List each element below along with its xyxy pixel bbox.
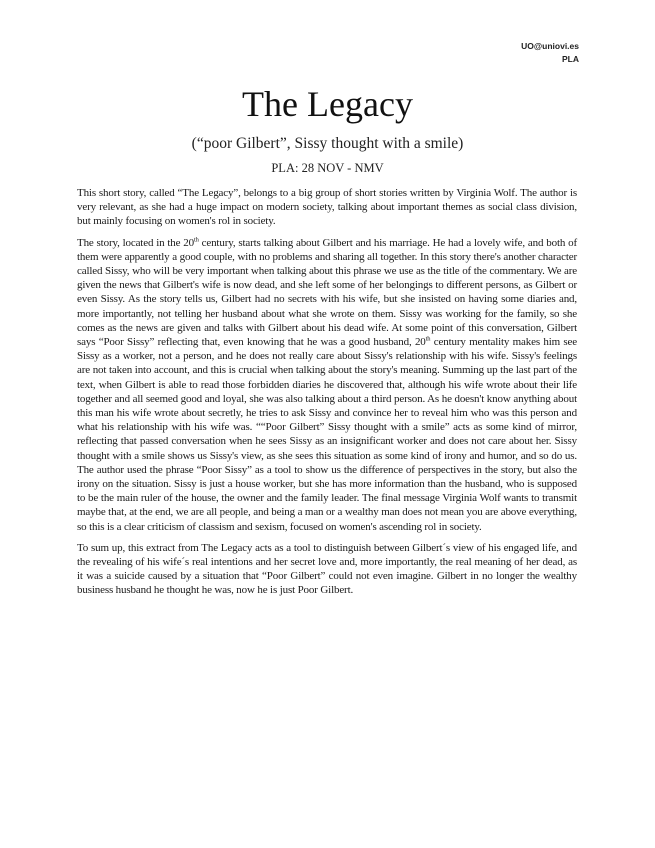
document-subtitle: (“poor Gilbert”, Sissy thought with a smile) [191, 135, 464, 152]
superscript: th [193, 235, 199, 243]
document-dateline: PLA: 28 NOV - NMV [271, 161, 384, 175]
author-email: UO@uniovi.es [521, 41, 579, 51]
paragraph-conclusion: To sum up, this extract from The Legacy acts as a tool to distinguish between Gilbert´s view of his engaged life, and the revealing of his wife´s real intentions and her secret love and, more importantly, the real meaning of her dead, as it was a suicide caused by a situation that “Poor Gilbert” could not even imagine. Gilbert in no longer the wealthy business husband he thought he was, now he is just Poor Gilbert. [77, 541, 577, 597]
course-code: PLA [562, 54, 579, 64]
superscript: th [425, 335, 431, 343]
text-run: century mentality makes him see Sissy as a worker, not a person, and he does not really care about Sissy's relationship with his wife. Sissy's feelings are not taken into account, and this is crucial when talking about the story's meaning. Summing up the last part of the text, when Gilbert is able to read those forbidden diaries he discovered that, although his wife wrote about their life together and all seemed good and loyal, she was also talking about a third person. As he doesn't know anything about this man his wife wrote about secretly, he tries to ask Sissy and convince her to reveal him who was this person and what his relationship with his wife was. ““Poor Gilbert” Sissy thought with a smile” acts as some kind of mirror, reflecting that passed conversation when he sees Sissy as an insignificant worker and does not care about her. Sissy thought with a smile shows us Sissy's view, as she sees this situation as some kind of irony and humor, and so do us. The author used the phrase “Poor Sissy” as a tool to show us the difference of perspectives in the story, but also the irony on the situation. Sissy is just a house worker, but she has more information than the husband, who is supposed to be the main ruler of the house, the owner and the family leader. The final message Virginia Wolf wants to transmit maybe that, at the end, we are all people, and being a man or a wealthy man does not mean you are above everything, so this is a clear criticism of classism and sexism, focused on women's ascending rol in society. [77, 336, 577, 533]
document-body [77, 186, 577, 605]
header-meta [521, 40, 579, 66]
paragraph-intro: This short story, called “The Legacy”, belongs to a big group of short stories written by Virginia Wolf. The author is very relevant, as she had a huge impact on modern society, talking about important themes as social class division, but mainly focusing on women's rol in society. [77, 187, 577, 228]
text-run: The story, located in the 20 [77, 236, 194, 249]
paragraph-analysis [77, 236, 577, 534]
text-run: century, starts talking about Gilbert and his marriage. He had a lovely wife, and both of them were apparently a good couple, with no problems and sharing all together. In this story there's another character called Sissy, who will be very important when talking about this phrase we use as the title of the commentary. We are given the news that Gilbert's wife is now dead, and she left some of her belongings to different persons, as Gilbert or even Sissy. As the story tells us, Gilbert had no secrets with his wife, but she insisted on having some diaries and, more importantly, not telling her husband about what she wrote on them. Sissy was working for the family, so she comes as the news are given and talks with Gilbert about his dead wife. At some point of this conversation, Gilbert says “Poor Sissy” reflecting that, even knowing that he was a good husband, 20 [77, 236, 577, 349]
document-title: The Legacy [242, 84, 413, 124]
